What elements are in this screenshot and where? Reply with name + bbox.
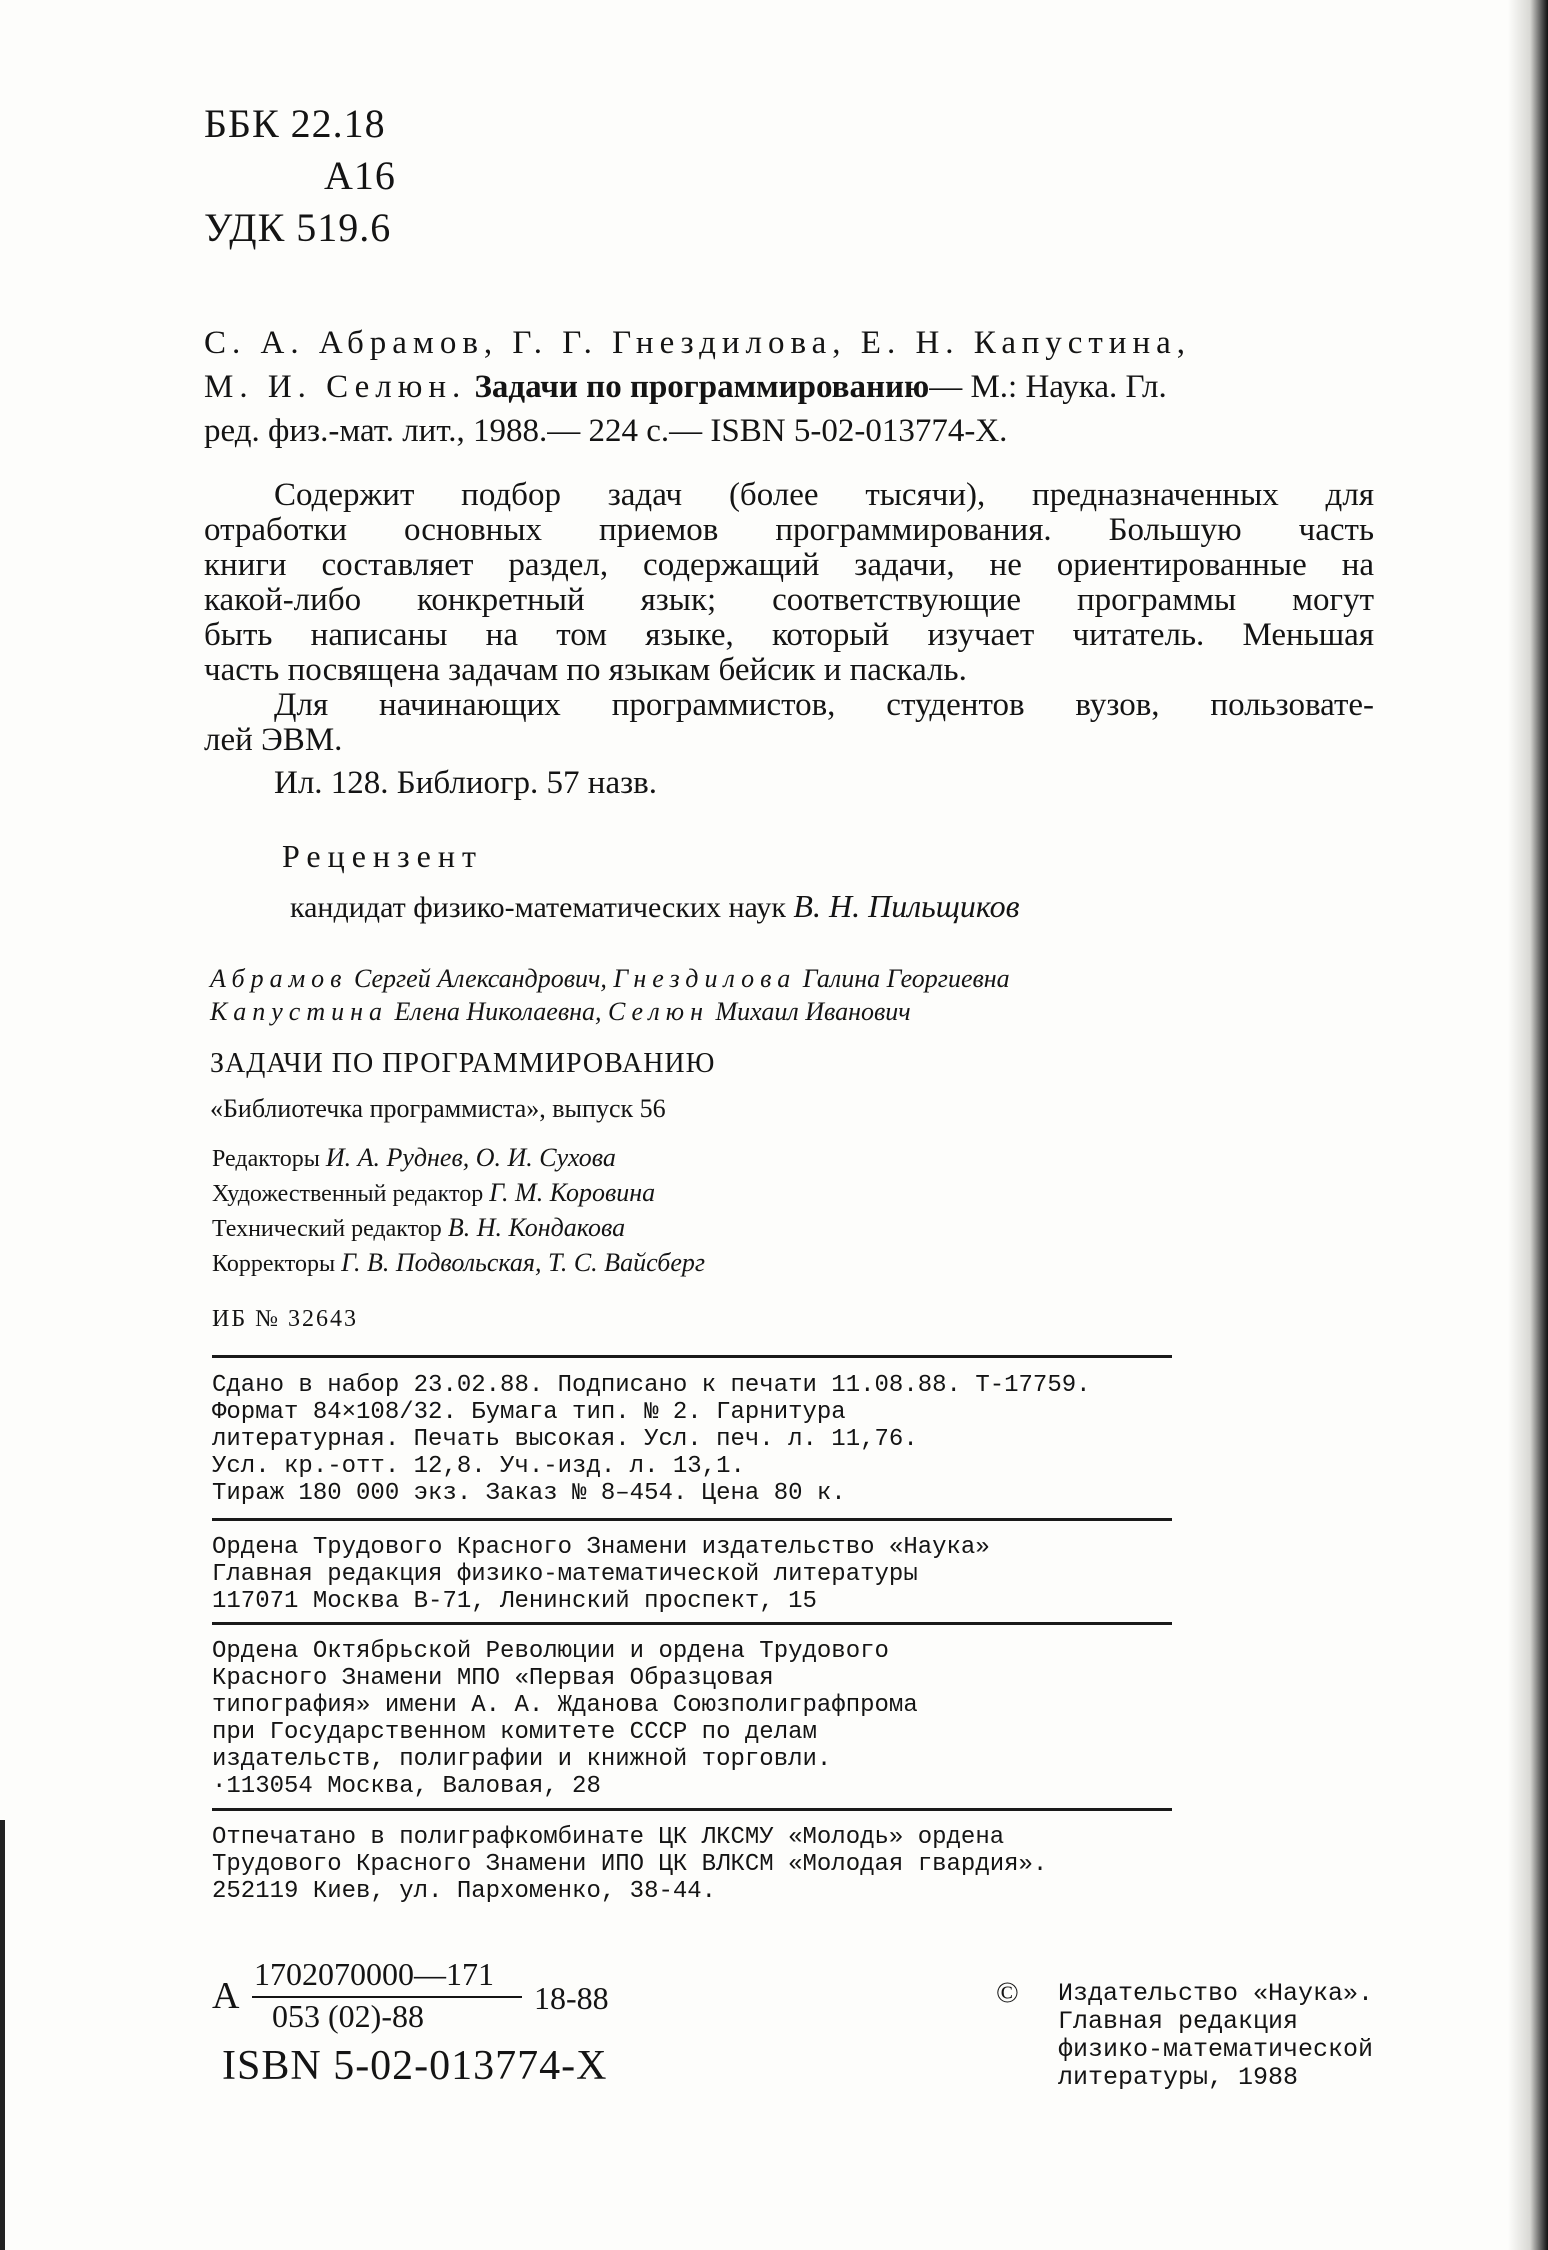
authors-full-line	[210, 962, 1010, 995]
typography-line: Красного Знамени МПО «Первая Образцовая	[212, 1665, 774, 1692]
reviewer-name: В. Н. Пильщиков	[793, 888, 1020, 924]
book-title: ЗАДАЧИ ПО ПРОГРАММИРОВАНИЮ	[210, 1048, 716, 1079]
printing-plant-line: 252119 Киев, ул. Пархоменко, 38-44.	[212, 1878, 717, 1905]
divider	[212, 1808, 1172, 1811]
author-given-name: Галина Георгиевна	[802, 964, 1010, 993]
copyright-line: литературы, 1988	[1058, 2063, 1299, 2092]
udk-code: УДК 519.6	[204, 205, 392, 250]
biblio-book-title: Задачи по программированию	[474, 369, 930, 405]
author-surname: Гнездилова	[613, 964, 797, 993]
editor-role: Технический редактор	[212, 1216, 442, 1242]
abstract-line: быть написаны на том языке, который изучает читатель. Меньшая	[204, 617, 1374, 653]
typography-line: при Государственном комитете СССР по делам	[212, 1719, 817, 1746]
author-surname: Абрамов	[210, 964, 348, 993]
editor-names: И. А. Руднев, О. И. Сухова	[325, 1143, 616, 1172]
editor-credit	[212, 1245, 705, 1282]
typography-line: ·113054 Москва, Валовая, 28	[212, 1773, 601, 1800]
bbk-code: ББК 22.18	[204, 101, 386, 146]
editor-names: Г. В. Подвольская, Т. С. Вайсберг	[341, 1248, 706, 1277]
author-given-name: Михаил Иванович	[715, 997, 911, 1026]
divider	[212, 1518, 1172, 1521]
biblio-title-line	[204, 366, 1167, 408]
printing-plant-line: Отпечатано в полиграфкомбинате ЦК ЛКСМУ «Молодь» ордена	[212, 1824, 1005, 1851]
page-left-edge	[0, 1820, 5, 2250]
index-denominator: 053 (02)-88	[272, 1998, 424, 2034]
ib-number: ИБ № 32643	[212, 1306, 359, 1332]
abstract-line: книги составляет раздел, содержащий задачи, не ориентированные на	[204, 547, 1374, 583]
author-surname: Капустина	[210, 997, 389, 1026]
abstract-block	[204, 478, 1374, 801]
publisher-line: Ордена Трудового Красного Знамени издательство «Наука»	[212, 1534, 990, 1561]
publisher-info	[212, 1534, 990, 1615]
editor-names: В. Н. Кондакова	[447, 1213, 626, 1242]
abstract-line: какой-либо конкретный язык; соответствующие программы могут	[204, 582, 1374, 618]
printing-plant-line: Трудового Красного Знамени ИПО ЦК ВЛКСМ «Молодая гвардия».	[212, 1851, 1048, 1878]
divider	[212, 1622, 1172, 1625]
publisher-line: 117071 Москва В-71, Ленинский проспект, 15	[212, 1588, 817, 1615]
editor-role: Корректоры	[212, 1251, 336, 1277]
typography-line: Ордена Октябрьской Революции и ордена Трудового	[212, 1638, 889, 1665]
copyright-line: Издательство «Наука».	[1058, 1979, 1374, 2008]
index-letter: А	[212, 1975, 240, 2017]
copyright-line: физико-математической	[1058, 2035, 1374, 2064]
index-numerator: 1702070000—171	[254, 1956, 494, 1992]
editor-names: Г. М. Коровина	[489, 1178, 656, 1207]
printing-line: Тираж 180 000 экз. Заказ № 8–454. Цена 80 к.	[212, 1480, 846, 1507]
audience-line: Для начинающих программистов, студентов вузов, пользовате-	[274, 687, 1374, 723]
illustrations-note: Ил. 128. Библиогр. 57 назв.	[274, 765, 657, 801]
editor-credit	[212, 1140, 616, 1177]
abstract-line: Содержит подбор задач (более тысячи), предназначенных для	[274, 477, 1374, 513]
biblio-pub-line: ред. физ.-мат. лит., 1988.— 224 с.— ISBN 5-02-013774-X.	[204, 413, 1008, 449]
printing-line: литературная. Печать высокая. Усл. печ. л. 11,76.	[212, 1426, 918, 1453]
series-line: «Библиотечка программиста», выпуск 56	[210, 1094, 666, 1123]
catalog-code: А16	[324, 153, 396, 198]
editor-credit	[212, 1210, 625, 1247]
typography-line: типография» имени А. А. Жданова Союзполиграфпрома	[212, 1692, 918, 1719]
reviewer-line	[290, 888, 1020, 925]
biblio-publisher: — М.: Наука. Гл.	[929, 369, 1167, 405]
printing-line: Формат 84×108/32. Бумага тип. № 2. Гарнитура	[212, 1399, 846, 1426]
page-edge-shadow	[1508, 0, 1548, 2250]
editor-credit	[212, 1175, 655, 1212]
author-surname: Селюн	[608, 997, 709, 1026]
author-given-name: Елена Николаевна,	[394, 997, 602, 1026]
printing-plant-info	[212, 1824, 1047, 1905]
printing-line: Сдано в набор 23.02.88. Подписано к печати 11.08.88. Т-17759.	[212, 1372, 1091, 1399]
printing-info	[212, 1372, 1091, 1507]
isbn: ISBN 5-02-013774-X	[222, 2043, 608, 2089]
biblio-authors-line: С. А. Абрамов, Г. Г. Гнездилова, Е. Н. Капустина,	[204, 325, 1192, 361]
divider	[212, 1355, 1172, 1358]
publisher-line: Главная редакция физико-математической литературы	[212, 1561, 918, 1588]
index-suffix: 18-88	[534, 1980, 609, 2016]
copyright-block	[1058, 1980, 1373, 2092]
copyright-line: Главная редакция	[1058, 2007, 1299, 2036]
typography-line: издательств, полиграфии и книжной торговли.	[212, 1746, 832, 1773]
editor-role: Художественный редактор	[212, 1181, 484, 1207]
copyright-icon: ©	[996, 1976, 1019, 2009]
reviewer-heading: Рецензент	[282, 838, 483, 874]
typography-info	[212, 1638, 918, 1800]
reviewer-role: кандидат физико-математических наук	[290, 891, 786, 924]
editor-role: Редакторы	[212, 1146, 320, 1172]
abstract-line: отработки основных приемов программирования. Большую часть	[204, 512, 1374, 548]
printing-line: Усл. кр.-отт. 12,8. Уч.-изд. л. 13,1.	[212, 1453, 745, 1480]
abstract-line: часть посвящена задачам по языкам бейсик и паскаль.	[204, 652, 967, 688]
audience-line: лей ЭВМ.	[204, 722, 343, 758]
author-given-name: Сергей Александрович,	[353, 964, 607, 993]
biblio-last-author: М. И. Селюн.	[204, 369, 467, 405]
authors-full-line	[210, 995, 911, 1028]
